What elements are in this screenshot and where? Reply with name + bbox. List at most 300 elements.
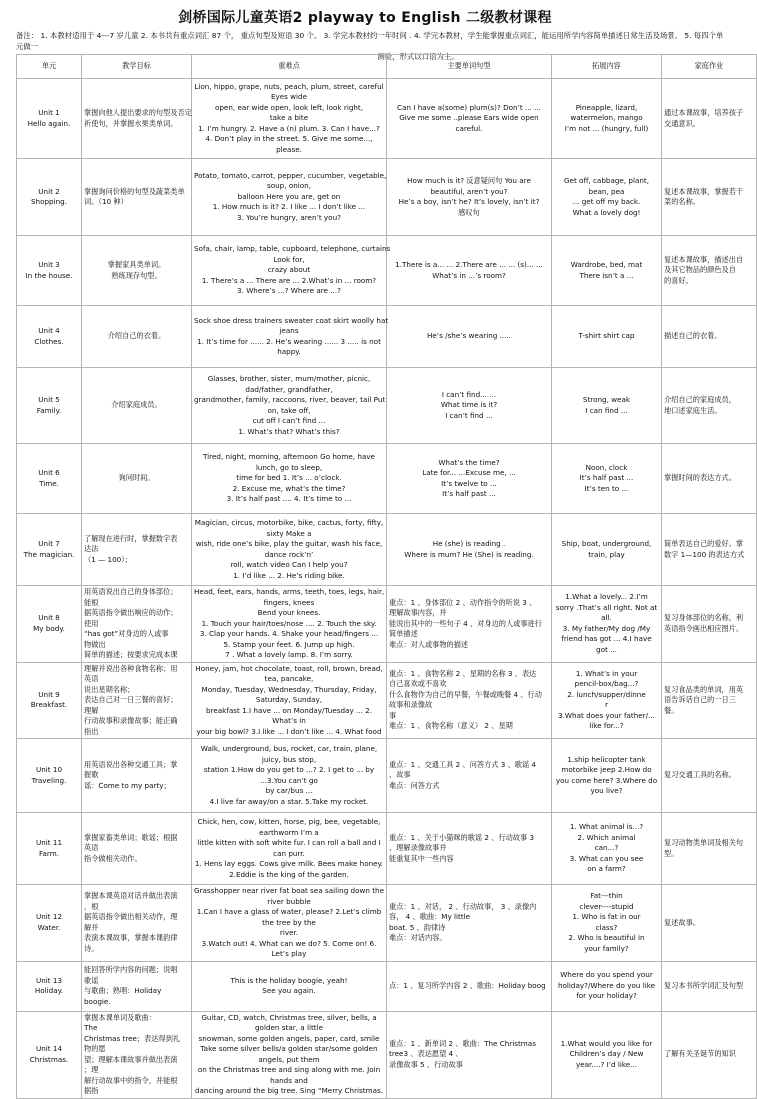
unit-cell [17, 739, 82, 813]
cell-line: It’s half past ... [579, 473, 634, 483]
cell-line: class? [595, 922, 618, 932]
cell-line: earthworm I’m a [259, 827, 319, 837]
cell-line: Saturday, Sunday, [255, 695, 323, 704]
table-body [17, 79, 757, 1099]
cell-line: Holiday. [34, 986, 64, 995]
cell-line: can purr. [273, 848, 305, 858]
cell-line: snowman, some golden angels, paper, card, smile [198, 1033, 380, 1043]
cell-line: year....? I’d like... [575, 1059, 638, 1069]
goal-cell [82, 813, 192, 885]
cell-line: station 1.How do you get to ...? 2. I get to ... by [203, 765, 375, 774]
table-row [17, 885, 757, 962]
cell-line: 复习交通工具的名称。 [664, 770, 736, 780]
homework-cell [662, 368, 757, 444]
extension-cell [552, 813, 662, 885]
cell-line: 掌握本课单词及歌曲： [84, 1012, 156, 1022]
cell-line: holiday?/Where do you like [557, 980, 656, 990]
words-sentences-cell [387, 586, 552, 663]
cell-line: 3.Watch out! 4. What can we do? 5. Come on! 6. [201, 938, 377, 948]
cell-line: 解行动故事中的指令，并能根 [84, 1075, 178, 1085]
homework-cell [662, 662, 757, 739]
cell-line: all. [601, 613, 612, 623]
header-extension: 拓展内容 [552, 55, 662, 79]
cell-line: 能回答所学内容的问题；说唱 [84, 965, 178, 974]
cell-line: 掌握向他人提出要求的句型及否定 [84, 108, 192, 117]
cell-line: 自己喜欢或不喜欢 [389, 679, 447, 689]
cell-line: Unit 5 [38, 395, 60, 404]
cell-line: 难点：1 、食物名称（意义） 2 、星期 [389, 721, 513, 731]
cell-line: Wardrobe, bed, mat [570, 260, 643, 269]
cell-line: Give me some ..please Ears wide open [399, 113, 539, 123]
header-unit: 单元 [17, 55, 82, 79]
cell-line: friend has got ... 4.I have [561, 634, 652, 644]
cell-line: 了解有关圣诞节的知识 [664, 1049, 736, 1059]
cell-line: Glasses, brother, sister, mum/mother, picnic, [207, 374, 371, 383]
extension-cell [552, 885, 662, 962]
cell-line: 2. Which animal [577, 832, 636, 842]
goal-cell [82, 514, 192, 586]
goal-cell [82, 368, 192, 444]
cell-line: 3. You’re hungry, aren’t you? [237, 212, 341, 222]
cell-line: ...3.You can’t go [260, 775, 318, 785]
cell-line: take a bite [269, 113, 309, 123]
cell-line: 1. There’s a ... There are ... 2.What’s in ... room? [201, 275, 377, 285]
cell-line: He’s a boy, isn’t he? It’s lovely, isn’t it? [398, 197, 540, 206]
extension-cell [552, 961, 662, 1011]
cell-line: golden star, a little [254, 1023, 323, 1032]
cell-line: 表达自己对一日三餐的喜好； [84, 695, 178, 704]
table-row [17, 813, 757, 885]
cell-line: 达法 [84, 544, 99, 554]
cell-line: 行动故事和录像故事；能正确 [84, 716, 178, 725]
homework-cell [662, 885, 757, 962]
cell-line: 掌握本课英语对话并做出表演 [84, 891, 178, 901]
cell-line: clever----stupid [579, 901, 634, 911]
unit-cell [17, 514, 82, 586]
cell-line: 重点：1 、食物名称 2 、星期的名称 3 、表达 [389, 668, 537, 678]
goal-cell [82, 306, 192, 368]
cell-line: 望；理解本课故事并做出表演 [84, 1054, 178, 1064]
words-sentences-cell [387, 885, 552, 962]
homework-cell [662, 79, 757, 159]
cell-line: please. [276, 144, 302, 154]
cell-line: 与歌曲；熟唱：Holiday [84, 986, 162, 995]
unit-cell [17, 961, 82, 1011]
cell-line: ；理 [84, 1065, 99, 1074]
cell-line: Noon, clock [585, 462, 628, 472]
cell-line: Where is mum? He (She) is reading. [404, 549, 534, 559]
cell-line: dance rock’n’ [264, 549, 314, 559]
cell-line: 祈使句，并掌握水果类单词。 [84, 118, 178, 128]
key-points-cell [192, 236, 391, 306]
table-row [17, 444, 757, 514]
cell-line: Magician, circus, motorbike, bike, cactus, forty, fifty, [194, 518, 384, 527]
cell-line: Unit 6 [38, 468, 60, 477]
cell-line: 解并 [84, 922, 99, 932]
cell-line: Time. [39, 478, 59, 488]
cell-line: Breakfast. [30, 700, 68, 710]
cell-line: Shopping. [30, 197, 68, 206]
cell-line: roll, watch video Can I help you? [230, 560, 348, 569]
cell-line: soup, onion, [266, 181, 312, 191]
table-row [17, 961, 757, 1011]
unit-cell [17, 159, 82, 236]
cell-line: Can I have a(some) plum(s)? Don’t ... ... [397, 102, 541, 112]
cell-line: 据指 [84, 1086, 99, 1095]
cell-line: breakfast 1.I have ... on Monday/Tuesday ... 2. [205, 705, 372, 715]
cell-line: 复习动物类单词及相关句 [664, 838, 744, 847]
cell-line: 3. Clap your hands. 4. Shake your head/fingers ... [199, 629, 379, 638]
cell-line: 英语 [84, 674, 99, 683]
cell-line: 使用 [84, 618, 99, 628]
cell-line: I can’t find ... [445, 410, 493, 420]
cell-line: 重点：1 、对话， 2 、行动故事， 3 、录像内 [389, 901, 537, 911]
cell-line: What time is it? [440, 400, 498, 410]
words-sentences-cell [387, 514, 552, 586]
cell-line: 1. Touch your hair/toes/nose .... 2. Touch the sky. [201, 618, 377, 628]
cell-line: Water. [37, 922, 61, 932]
cell-line: 简单描述 [389, 629, 418, 638]
cell-line: boat. 5 、韵律诗 [389, 922, 446, 932]
cell-line: 3.What does your father/... [558, 710, 655, 720]
words-sentences-cell [387, 813, 552, 885]
cell-line: I can’t find... ... [441, 389, 497, 399]
unit-cell [17, 306, 82, 368]
cell-line: 语告诉话自己的一日三 [664, 695, 736, 704]
cell-line: 了解现在进行时，掌握数字表 [84, 533, 178, 543]
cell-line: 简单表达自己的爱好。掌 [664, 539, 744, 548]
cell-line: Christmas tree；表达得到礼 [84, 1033, 181, 1043]
cell-line: How much is it? 反意疑问句 You are [407, 176, 531, 185]
key-points-cell [192, 1011, 387, 1098]
cell-line: Strong, weak [582, 395, 631, 404]
cell-line: you live? [590, 786, 623, 795]
cell-line: 据英语指令做出响应的动作； [84, 608, 178, 617]
cell-line: It’s half past ... [442, 489, 496, 498]
cell-line: Unit 11 [35, 838, 63, 847]
cell-line: 3. What can you see [569, 853, 644, 863]
cell-line: 1.ship helicopter tank [567, 754, 646, 764]
cell-line: fingers, knees [263, 597, 315, 607]
cell-line: river bubble [267, 896, 311, 906]
unit-cell [17, 368, 82, 444]
key-points-cell [192, 368, 387, 444]
cell-line: Get off, cabbage, plant, [563, 176, 650, 185]
unit-cell [17, 586, 82, 663]
header-key-points: 重难点 [192, 55, 387, 79]
unit-cell [17, 236, 82, 306]
cell-line: What’s in ...’s room? [432, 270, 506, 280]
key-points-cell [192, 444, 387, 514]
goal-cell [82, 1011, 192, 1098]
words-sentences-cell [387, 159, 552, 236]
header-homework: 家庭作业 [662, 55, 757, 79]
cell-line: open, ear wide open, look left, look right, [214, 102, 364, 112]
cell-line: Clothes. [34, 336, 64, 346]
cell-line: 复习本书所学词汇及句型 [664, 980, 744, 990]
extension-cell [552, 739, 662, 813]
goal-cell [82, 961, 192, 1011]
homework-cell [662, 1011, 757, 1098]
extension-cell [552, 159, 662, 236]
homework-cell [662, 236, 757, 306]
cell-line: careful. [455, 123, 483, 133]
cell-line: 5. Stamp your feet. 6. Jump up high. [223, 639, 355, 649]
cell-line: 理解 [84, 705, 99, 715]
cell-line: 用英语说出各种交通工具；掌 [84, 759, 178, 769]
cell-line: 用英语说出自己的身体部位； [84, 587, 178, 596]
goal-cell [82, 444, 192, 514]
table-row [17, 1011, 757, 1098]
homework-cell [662, 159, 757, 236]
cell-line: 掌握询问价格的句型及蔬菜类单 [84, 186, 185, 196]
cell-line: 指出 [84, 726, 99, 736]
cell-line: 2. Who is beautiful in [568, 933, 645, 943]
cell-line: 难点：问答方式 [389, 780, 440, 790]
cell-line: by car/bus ... [265, 786, 313, 795]
key-points-cell [192, 306, 387, 368]
cell-line: 能说出其中的一些句子 4 、对身边的人或事进行 [389, 618, 542, 628]
cell-line: got ... [596, 644, 617, 654]
cell-line: The magician. [23, 549, 75, 559]
cell-line: （1 — 100）； [84, 554, 133, 564]
cell-line: 歌谣 [84, 975, 99, 985]
cell-line: Unit 12 [35, 912, 63, 922]
cell-line: 1.There is a... ... 2.There are ... ... (s)... ... [395, 260, 543, 269]
cell-line: 交通意识。 [664, 118, 700, 128]
cell-line: 复述本课故事，掌握若干 [664, 186, 744, 196]
cell-line: happy. [277, 347, 301, 356]
cell-line: The [84, 1023, 98, 1032]
key-points-cell [192, 813, 387, 885]
cell-line: 掌握家畜类单词；歌谣；根据 [84, 832, 178, 842]
key-points-cell [192, 885, 387, 962]
cell-line: Bend your knees. [257, 608, 321, 617]
cell-line: 介绍自己的衣着。 [107, 331, 166, 341]
homework-cell [662, 306, 757, 368]
cell-line: sixty Make a [266, 528, 312, 538]
cell-line: Unit 8 [38, 613, 60, 623]
cell-line: jeans [279, 326, 299, 335]
cell-line: Sofa, chair, lamp, table, cupboard, telephone, curtains [194, 244, 391, 254]
cell-line: tea, pancake, [264, 674, 314, 683]
cell-line: 1. Who is fat in our [572, 912, 641, 922]
unit-cell [17, 813, 82, 885]
cell-line: 握歌 [84, 770, 99, 780]
words-sentences-cell [387, 306, 552, 368]
cell-line: pencil-box/bag...? [574, 679, 639, 689]
cell-line: Hello again. [27, 118, 71, 128]
cell-line: He’s /she’s wearing ..... [426, 331, 512, 341]
homework-cell [662, 739, 757, 813]
cell-line: 物的愿 [84, 1044, 106, 1053]
remarks-line-2: 测验，形式以口语为主。 [377, 52, 459, 61]
cell-line: I’m not ... (hungry, full) [564, 123, 649, 133]
cell-line: the tree by the [262, 917, 316, 927]
cell-line: river. [279, 928, 299, 937]
cell-line: What’s the time? [438, 457, 500, 467]
cell-line: Unit 1 [38, 108, 60, 117]
cell-line: 什么食物作为自己的早餐，午餐或晚餐 4 、行动 [389, 689, 542, 699]
cell-line: Chick, hen, cow, kitten, horse, pig, bee, vegetable, [197, 817, 381, 826]
cell-line: See you again. [262, 986, 316, 995]
cell-line: 介绍自己的家庭成员， [664, 395, 736, 404]
key-points-cell [192, 159, 387, 236]
cell-line: for your holiday? [576, 991, 637, 1001]
cell-line: Lion, hippo, grape, nuts, peach, plum, street, careful [194, 81, 384, 91]
key-points-cell [192, 961, 387, 1011]
cell-line: dad/father, grandfather, [245, 384, 333, 394]
cell-line: motorbike jeep 2.How do [561, 765, 652, 774]
homework-cell [662, 514, 757, 586]
goal-cell [82, 739, 192, 813]
cell-line: 3. It’s half past .... 4. It’s time to ... [226, 494, 352, 504]
cell-line: It’s twelve to ... [441, 478, 497, 488]
cell-line: wish, ride one’s bike, play the guitar, wash his face, [195, 539, 383, 548]
cell-line: This is the holiday boogie, yeah! [230, 975, 348, 985]
cell-line: 1. I’m hungry. 2. Have a (n) plum. 3. Can I have...? [198, 123, 380, 133]
cell-line: Let’s play [271, 949, 307, 958]
cell-line: sorry .That’s all right. Not at [555, 602, 658, 612]
cell-line: 词。（10 种） [84, 197, 128, 206]
cell-line: your big bowl? 3.I like ... I don’t like ... 4. What food [196, 726, 382, 736]
cell-line: 熟练现存句型。 [111, 270, 162, 280]
cell-line: 3. Where’s ...? Where are ...? [237, 286, 341, 296]
cell-line: Unit 13 [35, 975, 63, 985]
cell-line: Potato, tomato, carrot, pepper, cucumber, vegetable, [194, 170, 387, 180]
cell-line: Family. [36, 405, 62, 415]
cell-line: 、理解录像故事并 [389, 843, 447, 853]
cell-line: 1. How much is it? 2. I like ... I don’t like ... [212, 202, 366, 212]
unit-cell [17, 1011, 82, 1098]
cell-line: 事 [389, 710, 397, 720]
homework-cell [662, 961, 757, 1011]
table-row [17, 79, 757, 159]
cell-line: What’s in [272, 716, 306, 725]
cell-line: beautiful, aren’t you? [430, 186, 508, 196]
cell-line: on the Christmas tree and sing along with me. Join [197, 1065, 381, 1074]
cell-line: What a lovely dog! [572, 207, 641, 217]
cell-line: 餐。 [664, 705, 679, 715]
cell-line: 2. Excuse me, what’s the time? [232, 483, 346, 493]
cell-line: 4.I live far away/on a star. 5.Take my rocket. [209, 796, 369, 806]
cell-line: your family? [584, 943, 629, 953]
cell-line: Christmas. [29, 1054, 69, 1064]
cell-line: 1.Can I have a glass of water, please? 2.Let’s climb [196, 907, 382, 916]
cell-line: 3. My father/My dog /My [562, 623, 651, 633]
cell-line: like for...? [589, 721, 624, 731]
table-row [17, 236, 757, 306]
goal-cell [82, 662, 192, 739]
cell-line: on, take off, [267, 405, 311, 415]
cell-line: 诗。 [84, 943, 99, 953]
cell-line: dancing around the big tree. Sing “Merry Christmas. [194, 1086, 384, 1095]
cell-line: I can find ... [585, 405, 628, 415]
cell-line: boogie. [84, 996, 111, 1006]
cell-line: 1. It’s time for ...... 2. He’s wearing ...... 3 ..... is not [197, 336, 381, 346]
cell-line: Head, feet, ears, hands, arms, teeth, toes, legs, hair, [194, 587, 385, 596]
extension-cell [552, 514, 662, 586]
document-title: 剑桥国际儿童英语2 playway to English 二级教材课程 [178, 10, 552, 26]
cell-line: Late for... ...Excuse me, ... [422, 468, 516, 477]
cell-line: r [605, 700, 608, 710]
cell-line: 故事和录像故 [389, 700, 433, 710]
cell-line: There isn’t a ... [579, 270, 634, 280]
cell-line: angels, put them [258, 1054, 320, 1064]
table-row [17, 368, 757, 444]
cell-line: hands and [270, 1075, 308, 1085]
cell-line: bean, pea [588, 186, 625, 196]
cell-line: crazy about [267, 265, 311, 275]
cell-line: 难点：对人或事物的描述 [389, 639, 469, 649]
cell-line: Unit 9 [38, 689, 60, 699]
cell-line: 能重复其中一些内容 [389, 853, 454, 863]
cell-line: Children’s day / New [569, 1049, 644, 1059]
words-sentences-cell [387, 236, 552, 306]
cell-line: 说出星期名称； [84, 684, 135, 694]
cell-line: 菜的名称。 [664, 197, 700, 206]
words-sentences-cell [387, 739, 552, 813]
table-header-row [17, 55, 757, 79]
cell-line: 2. lunch/supper/dinne [567, 689, 646, 699]
unit-cell [17, 79, 82, 159]
cell-line: Walk, underground, bus, rocket, car, train, plane, [200, 744, 378, 753]
words-sentences-cell [387, 961, 552, 1011]
cell-line: Fat---thin [590, 891, 623, 901]
cell-line: ，根 [84, 901, 99, 911]
cell-line: ... get off my back. [572, 197, 641, 206]
cell-line: Ship, boat, underground, [561, 539, 652, 548]
cell-line: 2.Eddie is the king of the garden. [229, 869, 349, 879]
remarks-note [16, 31, 730, 61]
cell-line: Look for, [273, 254, 305, 264]
cell-line: Unit 14 [35, 1044, 63, 1053]
key-points-cell [192, 662, 387, 739]
cell-line: on a farm? [587, 864, 626, 874]
table-row [17, 514, 757, 586]
key-points-cell [192, 586, 387, 663]
cell-line: 点：1 、复习所学内容 2 、歌曲：Holiday boog [389, 980, 546, 990]
cell-line: 介绍家庭成员。 [111, 400, 162, 410]
words-sentences-cell [387, 444, 552, 514]
cell-line: cut off I can’t find ... [252, 416, 326, 425]
cell-line: 重点：1 、新单词 2 、歌曲：The Christmas [389, 1038, 536, 1048]
cell-line: 指令做相关动作。 [84, 853, 142, 863]
words-sentences-cell [387, 662, 552, 739]
homework-cell [662, 586, 757, 663]
cell-line: 1. What animal is...? [569, 822, 644, 832]
cell-line: 重点：1 、关于小猫咪的歌谣 2 、行动故事 3 [389, 832, 535, 842]
goal-cell [82, 236, 192, 306]
table-row [17, 662, 757, 739]
cell-line: 难点：对话内容。 [389, 933, 447, 943]
cell-line: 录像故事 5 、行动故事 [389, 1059, 463, 1069]
table-row [17, 586, 757, 663]
cell-line: 4. Don’t play in the street. 5. Give me some..., [205, 134, 373, 144]
cell-line: 复习食品类的单词，用英 [664, 684, 744, 694]
cell-line: Take some silver bells/a golden star/some golden [200, 1044, 378, 1053]
cell-line: Farm. [39, 848, 59, 858]
cell-line: It’s ten to ... [584, 483, 629, 493]
cell-line: In the house. [25, 270, 73, 280]
cell-line: train, play [588, 549, 625, 559]
cell-line: Traveling. [31, 775, 67, 785]
cell-line: 理解并说出各种食物名称；用 [84, 663, 178, 673]
cell-line: 1. Hens lay eggs. Cows give milk. Bees make honey. [194, 859, 384, 868]
words-sentences-cell [387, 1011, 552, 1098]
homework-cell [662, 813, 757, 885]
cell-line: He (she) is reading . [432, 539, 506, 548]
